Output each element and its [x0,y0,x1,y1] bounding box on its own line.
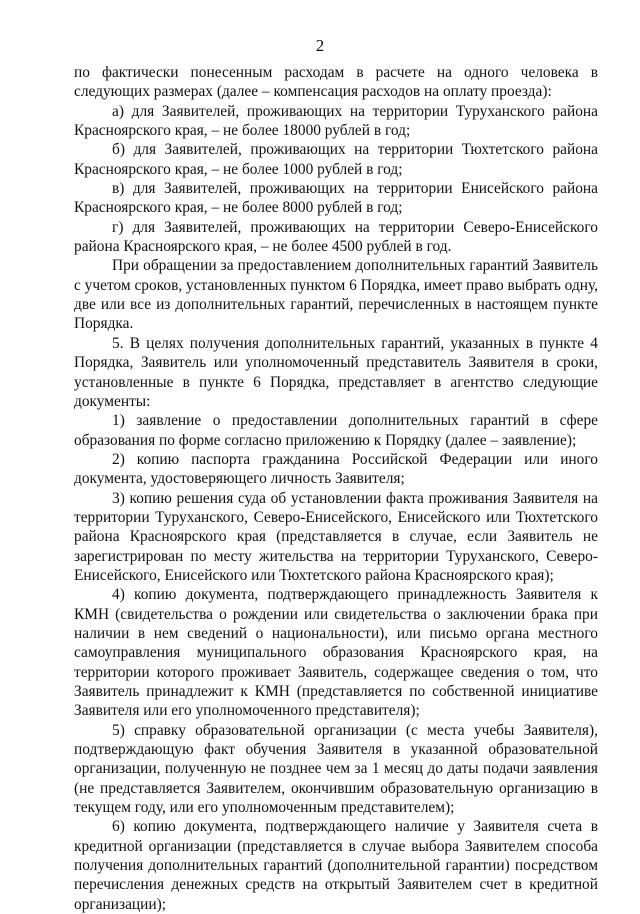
paragraph-doc-3: 3) копию решения суда об установлении факта проживания Заявителя на территории Туруханского, Северо-Енисейского, Енисейского или Тюхтетского района Красноярского края (представляется в случае, если Заявитель не зарегистрирован по месту жительства на территории Туруханского, Северо-Енисейского, Енисейского или Тюхтетского района Красноярского края); [74,489,598,584]
paragraph-doc-5: 5) справку образовательной организации (с места учебы Заявителя), подтверждающую факт обучения Заявителя в указанной образовательной организации, полученную не позднее чем за 1 месяц до даты подачи заявления (не представляется Заявителем, окончившим образовательную организацию в текущем году, или его уполномоченным представителем); [74,721,598,817]
paragraph-doc-6: 6) копию документа, подтверждающего наличие у Заявителя счета в кредитной организации (представляется в случае выбора Заявителем способа получения дополнительных гарантий (дополнительной гарантии) посредством перечисления денежных средств на открытый Заявителем счет в кредитной организации); [74,818,598,913]
paragraph-doc-1: 1) заявление о предоставлении дополнительных гарантий в сфере образования по форме согласно приложению к Порядку (далее – заявление); [74,412,598,449]
paragraph-item-g: г) для Заявителей, проживающих на территории Северо-Енисейского района Красноярского края, – не более 4500 рублей в год. [74,218,598,256]
paragraph-clause-5: 5. В целях получения дополнительных гарантий, указанных в пункте 4 Порядка, Заявитель или уполномоченный представитель Заявителя в сроки, установленные в пункте 6 Порядка, представляет в агентство следующие документы: [74,334,598,410]
paragraph-item-a: а) для Заявителей, проживающих на территории Туруханского района Красноярского края, – не более 18000 рублей в год; [74,102,598,140]
paragraph-compensation-intro: по фактически понесенным расходам в расчете на одного человека в следующих размерах (далее – компенсация расходов на оплату проезда): [74,64,598,101]
page-number: 2 [315,36,325,55]
document-body [74,63,598,914]
paragraph-item-b: б) для Заявителей, проживающих на территории Тюхтетского района Красноярского края, – не более 1000 рублей в год; [74,141,598,178]
paragraph-doc-2: 2) копию паспорта гражданина Российской Федерации или иного документа, удостоверяющего личность Заявителя; [74,450,598,488]
paragraph-doc-4: 4) копию документа, подтверждающего принадлежность Заявителя к КМН (свидетельства о рождении или свидетельства о заключении брака при наличии в нем сведений о национальности), или письмо органа местного самоуправления муниципального образования Красноярского края, на территории которого проживает Заявитель, содержащее сведения о том, что Заявитель принадлежит к КМН (представляется по собственной инициативе Заявителя или его уполномоченного представителя); [74,586,598,720]
paragraph-choice-of-guarantees: При обращении за предоставлением дополнительных гарантий Заявитель с учетом сроков, установленных пунктом 6 Порядка, имеет право выбрать одну, две или все из дополнительных гарантий, перечисленных в настоящем пункте Порядка. [74,257,599,333]
paragraph-item-v: в) для Заявителей, проживающих на территории Енисейского района Красноярского края, – не более 8000 рублей в год; [74,180,598,217]
